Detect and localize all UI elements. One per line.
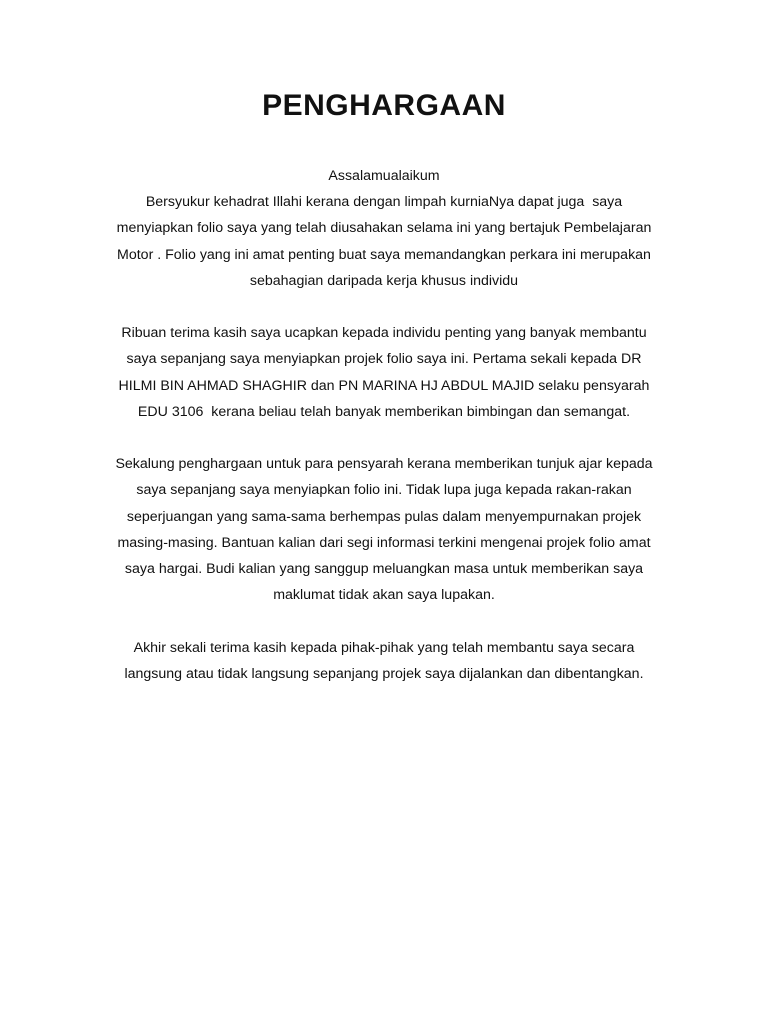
paragraph-spacer bbox=[70, 294, 698, 320]
paragraph-spacer bbox=[70, 425, 698, 451]
text-line: seperjuangan yang sama-sama berhempas pulas dalam menyempurnakan projek bbox=[126, 508, 642, 525]
paragraph-closing bbox=[70, 635, 698, 687]
text-line: Motor . Folio yang ini amat penting buat saya memandangkan perkara ini merupakan bbox=[117, 246, 651, 263]
paragraph-greeting bbox=[70, 163, 698, 294]
text-line: Assalamualaikum bbox=[328, 168, 440, 184]
paragraph-spacer bbox=[70, 608, 698, 634]
text-line: Akhir sekali terima kasih kepada pihak-pihak yang telah membantu saya secara bbox=[133, 639, 635, 656]
text-line: Bersyukur kehadrat Illahi kerana dengan limpah kurniaNya dapat juga saya bbox=[145, 194, 623, 211]
text-line: saya sepanjang saya menyiapkan projek folio saya ini. Pertama sekali kepada DR bbox=[126, 351, 642, 368]
text-line: HILMI BIN AHMAD SHAGHIR dan PN MARINA HJ ABDUL MAJID selaku pensyarah bbox=[118, 377, 650, 394]
text-line: saya sepanjang saya menyiapkan folio ini. Tidak lupa juga kepada rakan-rakan bbox=[136, 482, 632, 499]
paragraph-thanks-lecturers bbox=[70, 320, 698, 425]
text-line: saya hargai. Budi kalian yang sanggup meluangkan masa untuk memberikan saya bbox=[124, 561, 644, 578]
page-title: PENGHARGAAN bbox=[262, 89, 506, 122]
paragraph-appreciation bbox=[70, 451, 698, 608]
text-line: Sekalung penghargaan untuk para pensyarah kerana memberikan tunjuk ajar kepada bbox=[115, 456, 653, 473]
text-line: Ribuan terima kasih saya ucapkan kepada individu penting yang banyak membantu bbox=[121, 325, 647, 342]
text-line: langsung atau tidak langsung sepanjang projek saya dijalankan dan dibentangkan. bbox=[124, 665, 644, 682]
text-line: maklumat tidak akan saya lupakan. bbox=[273, 587, 495, 604]
text-line: masing-masing. Bantuan kalian dari segi informasi terkini mengenai projek folio amat bbox=[117, 534, 651, 551]
text-line: sebahagian daripada kerja khusus individu bbox=[249, 272, 519, 289]
text-line: menyiapkan folio saya yang telah diusahakan selama ini yang bertajuk Pembelajaran bbox=[116, 220, 652, 237]
document-body bbox=[70, 163, 698, 687]
text-line: EDU 3106 kerana beliau telah banyak memberikan bimbingan dan semangat. bbox=[137, 403, 631, 420]
